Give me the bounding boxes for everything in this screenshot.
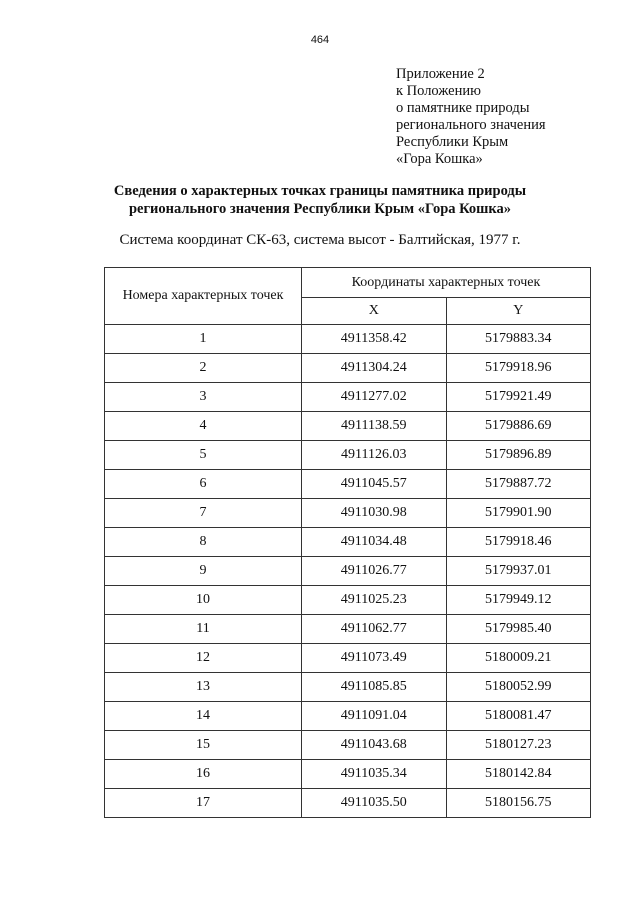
table-body	[105, 325, 591, 818]
cell-point-number: 10	[105, 586, 302, 615]
appendix-block	[396, 66, 546, 168]
table-row	[105, 760, 591, 789]
cell-x: 4911034.48	[302, 528, 447, 557]
table-row	[105, 673, 591, 702]
cell-point-number: 9	[105, 557, 302, 586]
cell-point-number: 5	[105, 441, 302, 470]
cell-x: 4911085.85	[302, 673, 447, 702]
cell-y: 5179918.46	[446, 528, 591, 557]
table-row	[105, 615, 591, 644]
cell-x: 4911030.98	[302, 499, 447, 528]
cell-point-number: 13	[105, 673, 302, 702]
appendix-line: Приложение 2	[396, 66, 485, 82]
appendix-line: регионального значения	[396, 117, 546, 133]
page-number: 464	[310, 34, 330, 46]
appendix-line: «Гора Кошка»	[396, 151, 483, 167]
cell-y: 5179896.89	[446, 441, 591, 470]
document-title	[80, 182, 560, 218]
cell-x: 4911138.59	[302, 412, 447, 441]
cell-point-number: 3	[105, 383, 302, 412]
cell-point-number: 6	[105, 470, 302, 499]
cell-y: 5180142.84	[446, 760, 591, 789]
cell-point-number: 1	[105, 325, 302, 354]
cell-y: 5180127.23	[446, 731, 591, 760]
table-header-row	[105, 268, 591, 298]
cell-point-number: 11	[105, 615, 302, 644]
table-row	[105, 702, 591, 731]
boundary-points-table	[104, 267, 591, 818]
cell-y: 5179918.96	[446, 354, 591, 383]
cell-x: 4911025.23	[302, 586, 447, 615]
cell-point-number: 15	[105, 731, 302, 760]
cell-y: 5180081.47	[446, 702, 591, 731]
appendix-line: Республики Крым	[396, 134, 509, 150]
cell-point-number: 16	[105, 760, 302, 789]
coordinate-system-note: Система координат СК-63, система высот - Балтийская, 1977 г.	[119, 232, 521, 248]
cell-point-number: 8	[105, 528, 302, 557]
cell-y: 5179937.01	[446, 557, 591, 586]
cell-y: 5179921.49	[446, 383, 591, 412]
cell-y: 5180009.21	[446, 644, 591, 673]
table-row	[105, 586, 591, 615]
cell-x: 4911358.42	[302, 325, 447, 354]
table-row	[105, 441, 591, 470]
cell-point-number: 17	[105, 789, 302, 818]
cell-y: 5179887.72	[446, 470, 591, 499]
cell-x: 4911043.68	[302, 731, 447, 760]
cell-x: 4911035.34	[302, 760, 447, 789]
cell-x: 4911073.49	[302, 644, 447, 673]
header-points-number: Номера характерных точек	[105, 268, 302, 325]
cell-x: 4911277.02	[302, 383, 447, 412]
cell-y: 5179985.40	[446, 615, 591, 644]
cell-x: 4911035.50	[302, 789, 447, 818]
cell-point-number: 12	[105, 644, 302, 673]
table-row	[105, 383, 591, 412]
table-row	[105, 528, 591, 557]
appendix-line: о памятнике природы	[396, 100, 530, 116]
document-title-line: Сведения о характерных точках границы памятника природы	[113, 183, 527, 199]
cell-y: 5179883.34	[446, 325, 591, 354]
cell-x: 4911026.77	[302, 557, 447, 586]
cell-x: 4911126.03	[302, 441, 447, 470]
cell-y: 5179949.12	[446, 586, 591, 615]
table-row	[105, 412, 591, 441]
cell-point-number: 7	[105, 499, 302, 528]
cell-y: 5179901.90	[446, 499, 591, 528]
table-row	[105, 644, 591, 673]
table-row	[105, 557, 591, 586]
cell-point-number: 2	[105, 354, 302, 383]
header-x: X	[302, 298, 447, 325]
header-coordinates: Координаты характерных точек	[302, 268, 591, 298]
header-y: Y	[446, 298, 591, 325]
document-title-line: регионального значения Республики Крым «Гора Кошка»	[128, 201, 512, 217]
cell-point-number: 4	[105, 412, 302, 441]
cell-y: 5179886.69	[446, 412, 591, 441]
cell-x: 4911062.77	[302, 615, 447, 644]
cell-x: 4911091.04	[302, 702, 447, 731]
table-row	[105, 731, 591, 760]
cell-x: 4911304.24	[302, 354, 447, 383]
table-row	[105, 354, 591, 383]
cell-x: 4911045.57	[302, 470, 447, 499]
cell-point-number: 14	[105, 702, 302, 731]
table-row	[105, 499, 591, 528]
table-row	[105, 470, 591, 499]
table-row	[105, 325, 591, 354]
appendix-line: к Положению	[396, 83, 481, 99]
table-row	[105, 789, 591, 818]
cell-y: 5180052.99	[446, 673, 591, 702]
cell-y: 5180156.75	[446, 789, 591, 818]
